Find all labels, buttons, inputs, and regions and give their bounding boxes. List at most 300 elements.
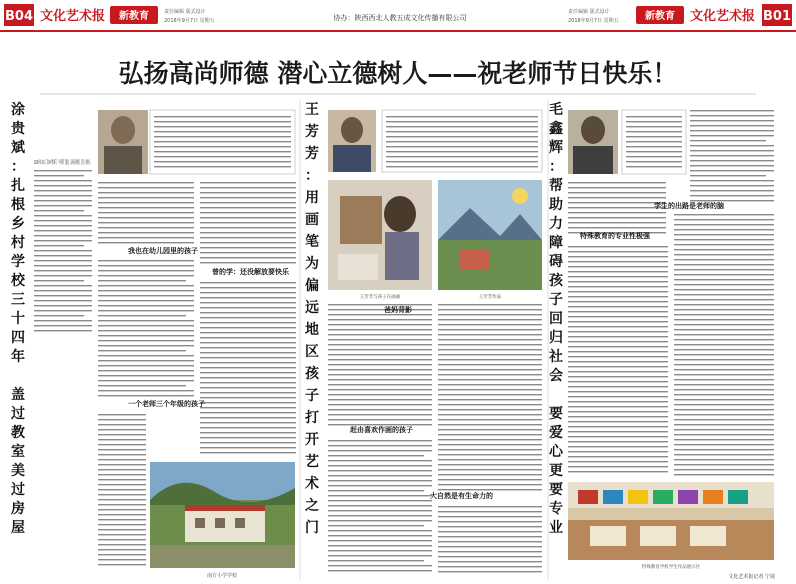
subhead-1b: 曾的学：还没解放要快乐 [212, 268, 289, 276]
body-text-line [674, 334, 774, 335]
body-text-line [438, 359, 542, 360]
body-text-line [98, 265, 194, 266]
title-char: 村 [11, 235, 25, 251]
title-char: 芳 [305, 146, 319, 162]
body-text-line [34, 245, 84, 246]
body-text-line [328, 525, 424, 526]
title-char: 过 [11, 406, 25, 422]
body-text-line [568, 346, 668, 347]
title-char: 要 [549, 482, 563, 498]
body-text-line [438, 526, 542, 527]
body-text-line [98, 345, 194, 346]
body-text-line [674, 264, 774, 265]
body-text-line [98, 222, 194, 223]
body-text-line [438, 521, 542, 522]
body-text-line [438, 434, 542, 435]
title-char: 帮 [549, 178, 563, 194]
body-text-line [626, 131, 682, 132]
title-char: 心 [549, 444, 563, 460]
body-text-line [438, 329, 542, 330]
body-text-line [690, 115, 774, 116]
body-text-line [98, 514, 146, 515]
body-text-line [674, 444, 774, 445]
body-text-line [438, 469, 542, 470]
body-text-line [674, 464, 774, 465]
title-char: 子 [549, 292, 563, 308]
title-char: ： [11, 159, 25, 175]
body-text-line [674, 439, 774, 440]
body-text-line [674, 384, 774, 385]
body-text-line [98, 419, 146, 420]
title-char: 区 [305, 344, 319, 360]
body-text-line [568, 386, 668, 387]
subhead-2c: 大自然是有生命力的 [430, 492, 493, 500]
body-text-line [674, 449, 774, 450]
subhead-1c: 一个老师三个年级的孩子 [128, 400, 205, 408]
body-text-line [328, 414, 432, 415]
bio-box-1 [150, 110, 295, 174]
classroom-caption: 特殊教育学校学生作品展示区 [641, 565, 701, 570]
body-text-line [98, 350, 186, 351]
body-text-line [200, 377, 296, 378]
body-text-line [674, 309, 774, 310]
body-text-line [438, 464, 542, 465]
body-text-line [34, 330, 92, 331]
body-text-line [690, 140, 766, 141]
body-text-line [626, 161, 682, 162]
body-text-line [328, 329, 432, 330]
body-text-line [200, 212, 296, 213]
body-text-line [674, 234, 774, 235]
subhead-2a: 爸妈背影 [384, 306, 412, 314]
title-char: 专 [549, 501, 563, 517]
article-wang-fang [304, 102, 542, 572]
body-text-line [438, 319, 542, 320]
body-text-line [328, 515, 432, 516]
classroom-photo [568, 482, 774, 570]
body-text-line [200, 397, 296, 398]
body-text-line [34, 190, 92, 191]
body-text-line [674, 389, 774, 390]
title-char: 社 [549, 349, 563, 365]
body-text-line [98, 494, 146, 495]
body-text-line [626, 136, 682, 137]
body-text-line [34, 290, 92, 291]
body-text-line [568, 366, 668, 367]
body-text-line [568, 187, 666, 188]
body-text-line [568, 341, 668, 342]
body-text-line [674, 329, 774, 330]
body-text-line [200, 207, 296, 208]
body-text-line [674, 344, 774, 345]
body-text-line [98, 479, 146, 480]
title-char: 艺 [305, 454, 319, 470]
body-text-line [690, 175, 766, 176]
body-text-line [34, 180, 92, 181]
body-text-line [568, 431, 668, 432]
body-text-line [98, 242, 194, 243]
body-text-line [674, 474, 774, 475]
article-title-mao-xin [548, 101, 564, 536]
body-text-line [98, 335, 194, 336]
body-text-line [674, 429, 774, 430]
body-text-line [674, 214, 774, 215]
body-text-line [328, 389, 432, 390]
title-char: ： [305, 168, 319, 184]
title-char: 之 [305, 498, 319, 514]
body-text-line [674, 404, 774, 405]
title-char: 孩 [305, 366, 319, 382]
body-text-line [438, 409, 542, 410]
body-text-line [438, 459, 542, 460]
body-text-line [690, 170, 774, 171]
body-text-line [34, 220, 92, 221]
body-text-line [98, 414, 146, 415]
body-text-line [386, 151, 538, 152]
body-text-line [438, 399, 542, 400]
body-text-line [674, 424, 774, 425]
body-text-line [200, 372, 296, 373]
bio-box-2 [382, 110, 542, 172]
body-text-line [386, 161, 538, 162]
painting-caption-2: 王芳芳作品 [478, 295, 502, 300]
body-text-line [34, 265, 92, 266]
body-text-line [568, 451, 668, 452]
title-char: 涂 [11, 102, 25, 118]
body-text-line [438, 449, 542, 450]
body-text-line [34, 300, 92, 301]
body-text-line [438, 444, 542, 445]
body-text-line [98, 340, 194, 341]
body-text-line [386, 166, 538, 167]
subhead-2b: 赶由喜欢作画的孩子 [350, 426, 413, 434]
body-text-line [34, 215, 92, 216]
body-text-line [98, 390, 194, 391]
body-text-line [98, 504, 146, 505]
body-text-line [200, 407, 296, 408]
body-text-line [438, 324, 542, 325]
body-text-line [34, 310, 92, 311]
body-text-line [328, 364, 432, 365]
body-text-line [568, 416, 668, 417]
body-text-line [568, 306, 668, 307]
body-text-line [34, 320, 92, 321]
body-text-line [34, 195, 92, 196]
body-text-line [674, 224, 774, 225]
body-text-line [98, 529, 146, 530]
body-text-line [690, 185, 774, 186]
body-text-line [200, 192, 296, 193]
body-text-line [98, 544, 146, 545]
body-text-line [98, 192, 194, 193]
title-char: 教 [11, 425, 25, 441]
painting-caption-1: 王芳芳与孩子在画画 [359, 295, 401, 300]
body-text-line [98, 187, 194, 188]
body-text-line [98, 232, 194, 233]
body-text-line [34, 235, 92, 236]
body-text-line [98, 280, 186, 281]
title-char: 辉 [549, 140, 563, 156]
body-text-line [386, 121, 538, 122]
body-text-line [34, 225, 92, 226]
body-text-line [674, 454, 774, 455]
body-text-line [626, 166, 682, 167]
body-text-line [328, 535, 432, 536]
body-text-line [674, 339, 774, 340]
article-title-wang-fang [304, 102, 320, 536]
body-text-line [328, 560, 424, 561]
school-photo [150, 462, 295, 579]
body-text-line [154, 146, 291, 147]
title-char: 用 [305, 190, 319, 206]
body-text-line [98, 355, 194, 356]
body-text-line [438, 314, 542, 315]
body-text-line [674, 434, 774, 435]
article-title-tu-bin [10, 101, 26, 536]
body-text-line [438, 374, 542, 375]
title-char: 根 [11, 197, 25, 213]
body-text-line [690, 130, 774, 131]
subhead-3a: 学生的出路是老师的脑 [654, 202, 724, 210]
title-char: 更 [549, 463, 563, 479]
body-text-line [98, 395, 194, 396]
body-text-line [98, 454, 146, 455]
body-text-line [98, 365, 194, 366]
body-text-line [690, 120, 774, 121]
body-text-line [328, 555, 432, 556]
body-text-line [200, 327, 296, 328]
body-text-line [674, 279, 774, 280]
school-photo-caption: 南方小学学校 [206, 573, 238, 579]
left-page-number: B04 [5, 9, 33, 24]
title-char: 四 [11, 330, 25, 346]
title-char: 术 [305, 476, 319, 492]
body-text-line [34, 240, 92, 241]
title-char: 远 [305, 300, 319, 316]
body-text-line [98, 325, 194, 326]
body-text-line [690, 145, 774, 146]
body-text-line [200, 307, 296, 308]
body-text-line [200, 297, 296, 298]
body-text-line [438, 506, 542, 507]
body-text-line [34, 230, 92, 231]
body-text-line [674, 304, 774, 305]
body-text-line [98, 270, 194, 271]
body-text-line [154, 161, 291, 162]
body-text-line [98, 449, 146, 450]
body-text-line [34, 270, 92, 271]
body-text-line [328, 394, 432, 395]
title-char: 力 [549, 216, 563, 232]
body-text-line [34, 280, 84, 281]
body-text-line [568, 411, 668, 412]
body-text-line [200, 357, 296, 358]
body-text-line [568, 212, 666, 213]
body-text-line [200, 217, 296, 218]
body-text-line [626, 116, 682, 117]
title-char: 会 [549, 368, 563, 384]
body-text-line [568, 426, 668, 427]
title-char: 归 [549, 330, 563, 346]
body-text-line [568, 217, 666, 218]
body-text-line [568, 251, 668, 252]
body-text-line [200, 237, 296, 238]
body-text-line [626, 156, 682, 157]
body-text-line [674, 409, 774, 410]
body-text-line [328, 545, 432, 546]
body-text-line [568, 356, 668, 357]
left-brand: 文化艺术报 [40, 9, 106, 24]
body-text-line [200, 412, 296, 413]
portrait-photo-1 [98, 110, 148, 174]
body-text-line [438, 339, 542, 340]
body-text-line [200, 302, 296, 303]
body-text-line [438, 516, 542, 517]
body-text-line [438, 424, 542, 425]
body-text-line [98, 305, 194, 306]
body-text-line [34, 250, 92, 251]
body-text-line [568, 361, 668, 362]
body-text-line [438, 536, 542, 537]
body-text-line [328, 334, 432, 335]
title-char: ： [549, 159, 563, 175]
body-text-line [568, 202, 666, 203]
body-text-line [200, 247, 296, 248]
body-text-line [98, 320, 194, 321]
body-text-line [328, 349, 432, 350]
body-text-line [328, 359, 432, 360]
body-text-line [690, 195, 774, 196]
body-text-line [674, 324, 774, 325]
body-text-line [200, 362, 296, 363]
body-text-line [200, 432, 296, 433]
body-text-line [386, 156, 538, 157]
body-text-line [438, 404, 542, 405]
body-text-line [568, 276, 668, 277]
body-text-line [200, 287, 296, 288]
body-text-line [690, 150, 774, 151]
body-text-line [568, 371, 668, 372]
left-editor: 责任编辑 版式设计 [164, 9, 206, 15]
title-char: 校 [11, 273, 25, 289]
body-text-line [98, 469, 146, 470]
title-char: 偏 [305, 278, 319, 294]
body-text-line [200, 292, 296, 293]
body-text-line [328, 369, 432, 370]
body-text-line [200, 427, 296, 428]
body-text-line [674, 259, 774, 260]
body-text-line [674, 249, 774, 250]
body-text-line [568, 381, 668, 382]
body-text-line [98, 217, 194, 218]
body-text-line [200, 232, 296, 233]
body-text-line [328, 520, 432, 521]
body-text-line [438, 551, 542, 552]
body-text-line [438, 419, 542, 420]
body-text-line [154, 131, 291, 132]
body-text-line [98, 295, 194, 296]
body-text-line [328, 309, 432, 310]
body-text-line [328, 475, 432, 476]
body-text-line [568, 192, 666, 193]
body-text-line [34, 325, 92, 326]
body-text-line [690, 110, 774, 111]
body-text-line [98, 524, 146, 525]
body-text-line [200, 222, 296, 223]
body-text-line [438, 541, 542, 542]
body-text-line [568, 281, 668, 282]
body-text-line [200, 392, 296, 393]
reporter-credit: 文化艺术报记者 宁展 [728, 574, 775, 580]
lead-column [34, 158, 92, 331]
body-text-line [438, 484, 542, 485]
body-text-line [328, 490, 424, 491]
body-text-line [98, 439, 146, 440]
title-char: 开 [305, 432, 319, 448]
body-text-line [98, 444, 146, 445]
body-text-line [386, 136, 538, 137]
body-text-line [438, 369, 542, 370]
body-text-line [438, 561, 542, 562]
body-text-line [200, 262, 296, 263]
body-text-line [568, 421, 668, 422]
title-char: 门 [305, 520, 319, 536]
body-text-line [98, 285, 194, 286]
right-editor: 责任编辑 版式设计 [568, 9, 610, 15]
body-text-line [568, 316, 668, 317]
body-text-line [200, 187, 296, 188]
body-text-line [438, 384, 542, 385]
body-text-line [386, 141, 538, 142]
body-text-line [328, 419, 432, 420]
body-text-line [674, 284, 774, 285]
body-text-line [328, 409, 432, 410]
body-text-line [568, 391, 668, 392]
body-text-line [328, 565, 432, 566]
title-char: 乡 [11, 216, 25, 232]
body-text-line [674, 299, 774, 300]
body-text-line [568, 222, 666, 223]
left-badge: 新教育 [119, 11, 149, 22]
body-text-line [98, 484, 146, 485]
body-text-line [690, 190, 774, 191]
body-text-line [568, 376, 668, 377]
body-text-line [98, 212, 194, 213]
body-text-line [200, 227, 296, 228]
body-text-line [98, 370, 194, 371]
body-text-line [34, 315, 84, 316]
body-text-line [328, 445, 432, 446]
body-text-line [568, 266, 668, 267]
lead-paragraph [34, 158, 92, 166]
body-text-line [690, 165, 774, 166]
body-text-line [200, 452, 296, 453]
body-text-line [98, 197, 194, 198]
body-text-line [674, 354, 774, 355]
body-text-line [34, 295, 92, 296]
body-text-line [568, 436, 668, 437]
title-char: 地 [305, 322, 319, 338]
body-text-line [568, 321, 668, 322]
body-text-line [328, 354, 432, 355]
body-text-line [438, 394, 542, 395]
body-text-line [568, 207, 666, 208]
body-text-line [154, 126, 291, 127]
body-text-line [328, 440, 432, 441]
body-text-line [34, 175, 84, 176]
body-text-line [328, 495, 432, 496]
body-text-line [98, 207, 194, 208]
